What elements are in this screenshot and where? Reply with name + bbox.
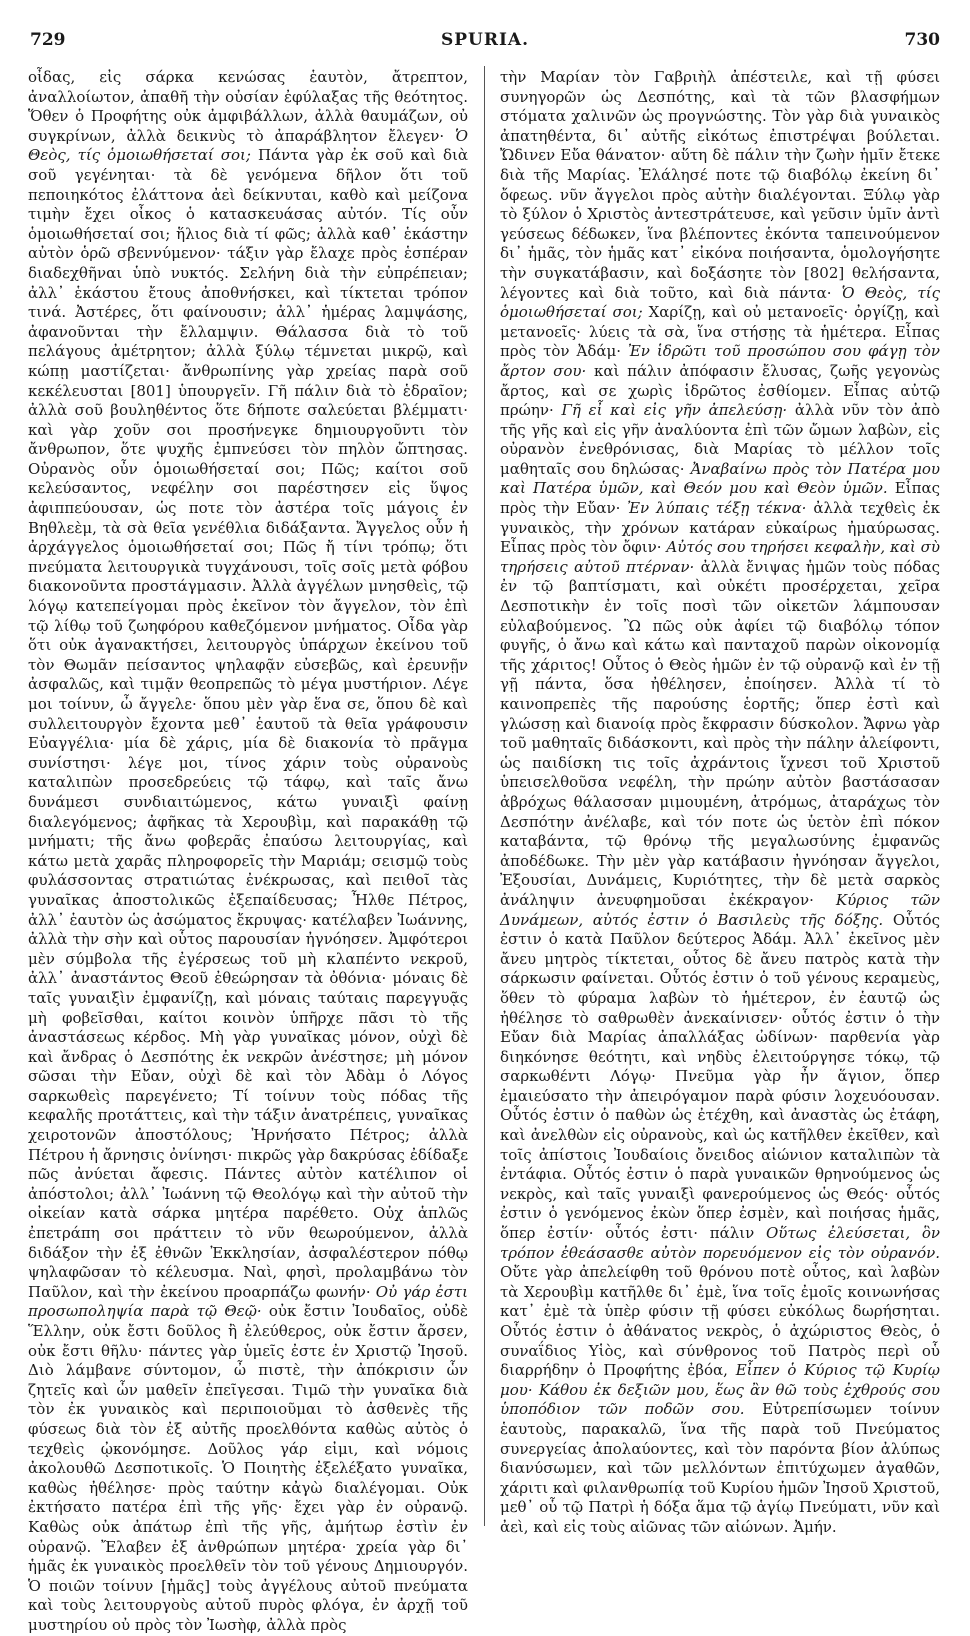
running-title: SPURIA. [440,30,530,50]
text-run: Οὔτε γὰρ ἀπελείφθη τοῦ θρόνου ποτὲ οὗτος, καὶ λαβὼν τὰ Χερουβὶμ κατῆλθε δι᾿ ἐμὲ, ἵνα τοῖς ἐμοῖς κοινωνήσας κατ᾿ ἐμὲ τὰ ὑπὲρ φύσιν τῇ φύσει εὐκόλως δωρήσηται. Οὗτός ἐστιν ὁ ἀθάνατος νεκρὸς, ὁ ἀχώριστος Θεὸς, ὁ συναΐδιος Υἱὸς, καὶ σύνθρονος τοῦ Πατρὸς περὶ οὗ διαρρήδην ὁ Προφήτης ἐβόα, [500,1263,940,1380]
page-number-right: 730 [904,30,940,50]
text-run: οὐκ ἔστιν Ἰουδαῖος, οὐδὲ Ἕλλην, οὐκ ἔστι δοῦλος ἢ ἐλεύθερος, οὐκ ἔστιν ἄρσεν, οὐκ ἔστι θῆλυ· πάντες γὰρ ὑμεῖς ἐστε ἐν Χριστῷ Ἰησοῦ. Διὸ λάμβανε σύντομον, ὦ πιστὲ, τὴν ἀπόκρισιν ὧν ζητεῖς καὶ ὧν μαθεῖν ἐπεῖγεσαι. Τιμῶ τὴν γυναῖκα διὰ τὸν ἐκ γυναικὸς καὶ περιποιοῦμαι τὸ ἀσθενὲς τῆς φύσεως διὰ τὸν ἐξ αὐτῆς προελθόντα καθὼς αὐτὸς ὁ τεχθεὶς ᾠκονόμησε. Δοῦλος γάρ εἰμι, καὶ νόμοις ἀκολουθῶ Δεσποτικοῖς. Ὁ Ποιητὴς ἐξελέξατο γυναῖκα, καθὼς ἠθέλησε· πρὸς ταύτην κἀγὼ διαλέγομαι. Οὐκ ἐκτήσατο πατέρα ἐπὶ τῆς γῆς· ἔχει γὰρ ἐν οὐρανῷ. Καθὼς οὐκ ἀπάτωρ ἐπὶ τῆς γῆς, ἀμήτωρ ἐστὶν ἐν οὐρανῷ. Ἔλαβεν ἐξ ἀνθρώπων μητέρα· χρεία γὰρ δι᾿ ἡμᾶς ἐκ γυναικὸς προελθεῖν τὸν τοῦ γένους Δημιουργόν. Ὁ ποιῶν τοίνυν [ἡμᾶς] τοὺς ἀγγέλους αὐτοῦ πνεύματα καὶ τοὺς λειτουργοὺς αὐτοῦ πυρὸς φλόγα, ἐν ἀρχῇ τοῦ μυστηρίου οὐ πρὸς τὸν Ἰωσὴφ, ἀλλὰ πρὸς [28,1302,468,1634]
text-run: οἶδας, εἰς σάρκα κενώσας ἑαυτὸν, ἄτρεπτον, ἀναλλοίωτον, ἀπαθῆ τὴν οὐσίαν ἐφύλαξας τῆς θεότητος. Ὅθεν ὁ Προφήτης οὐκ ἀμφιβάλλων, ἀλλὰ θαυμάζων, οὐ συγκρίνων, ἀλλὰ δεικνὺς τὸ ἀπαράβλητον ἔλεγεν· [28,68,468,145]
left-column-text [28,68,468,1636]
text-run: ἀλλὰ τεχθεὶς ἐκ γυναικὸς, τὴν χρόνων κατάραν εὐκαίρως ἠμαύρωσας. Εἶπας πρὸς τὸν ὄφιν· [500,499,940,557]
quotation: Ἐν λύπαις τέξῃ τέκνα· [627,499,807,518]
left-column [28,68,468,1634]
quotation: Οὕτως ἐλεύσεται, ὃν τρόπον ἐθεάσασθε αὐτὸν πορευόμενον εἰς τὸν οὐρανόν. [500,1224,940,1262]
page-number-left: 729 [30,30,66,50]
quotation: Ἀναβαίνω πρὸς τὸν Πατέρα μου καὶ Πατέρα ὑμῶν, καὶ Θεόν μου καὶ Θεὸν ὑμῶν. [500,459,940,498]
text-run: ἀλλὰ νῦν τὸν ἀπὸ τῆς γῆς καὶ εἰς γῆν ἀναλύοντα ἐπὶ τῶν ὤμων λαβὼν, εἰς οὐρανὸν ἐνεθρόνισας, διὰ Μαρίας τὸ μέλλον τοῖς μαθηταῖς σου δηλώσας· [500,401,940,478]
text-run: Εὐτρεπίσωμεν τοίνυν ἑαυτοὺς, παρακαλῶ, ἵνα τῆς παρὰ τοῦ Πνεύματος συνεργείας ἀπολαύοντες, καὶ τὸν παρόντα βίον ἀλύπως διανύσωμεν, καὶ τῶν μελλόντων ἐπιτύχωμεν ἀγαθῶν, χάριτι καὶ φιλανθρωπίᾳ τοῦ Κυρίου ἡμῶν Ἰησοῦ Χριστοῦ, μεθ᾿ οὗ τῷ Πατρὶ ἡ δόξα ἅμα τῷ ἁγίῳ Πνεύματι, νῦν καὶ ἀεὶ, καὶ εἰς τοὺς αἰῶνας τῶν αἰώνων. Ἀμήν. [500,1400,940,1536]
quotation: Ὁ Θεὸς, τίς ὁμοιωθήσεταί σοι; [28,126,468,165]
quotation: Οὐ γάρ ἐστι προσωποληψία παρὰ τῷ Θεῷ· [28,1282,468,1321]
text-run: καὶ πάλιν ἀπόφασιν ἔλυσας, ζωῆς γεγονὼς ἄρτος, καὶ σε χωρὶς ἱδρῶτος ἐσθίομεν. Εἶπας αὐτῷ πρώην· [500,361,940,420]
text-run: Οὗτός ἐστιν ὁ κατὰ Παῦλον δεύτερος Ἀδάμ. Ἀλλ᾿ ἐκεῖνος μὲν ἄνευ μητρὸς τίκτεται, οὗτος δὲ ἄνευ πατρὸς κατὰ τὴν σάρκωσιν φαίνεται. Οὗτός ἐστιν ὁ τοῦ γένους κεραμεὺς, ὅθεν τὸ φύραμα λαβὼν τὸ ἡμέτερον, ἐν ἑαυτῷ ὡς ἠθέλησε τὸ σαθρωθὲν ἀνεκαίνισεν· οὗτός ἐστιν ὁ τὴν Εὔαν διὰ Μαρίας ἀπαλλάξας ὠδίνων· παρθενία γὰρ διηκόνησε θεότητι, καὶ νηδὺς ἐλειτούργησε τόκῳ, τῷ σαρκωθέντι Λόγῳ· Πνεῦμα γὰρ ἦν ἅγιον, ὅπερ ἐμαιεύσατο τὴν ἀπειρόγαμον παρὰ φύσιν λοχευόουσαν. Οὗτός ἐστιν ὁ παθὼν ὡς ἐτέχθη, καὶ ἀναστὰς ὡς ἐτάφη, καὶ ἀνελθὼν εἰς οὐρανοὺς, καὶ ὡς κατῆλθεν ἐκεῖθεν, καὶ τοῖς ἀπίστοις Ἰουδαίοις ὄνειδος αἰώνιον καταλιπὼν τὰ ἐντάφια. Οὗτός ἐστιν ὁ παρὰ γυναικῶν θρηνούμενος ὡς νεκρὸς, καὶ ταῖς γυναιξὶ φανερούμενος ὡς Θεός· οὗτός ἐστιν ὁ γενόμενος ἐκὼν ὅπερ ἐσμὲν, καὶ ποιήσας ἡμᾶς, ὅπερ ἐστίν· οὗτός ἐστι· πάλιν [500,910,940,1243]
quotation: Ἐν ἱδρῶτι τοῦ προσώπου σου φάγῃ τὸν ἄρτον σου· [500,342,940,380]
text-run: ἀλλὰ ἔνιψας ἡμῶν τοὺς πόδας ἐν τῷ βαπτίσματι, καὶ οὐκέτι προσέρχεται, χεῖρα Δεσποτικὴν ἐν τοῖς ποσὶ τῶν οἰκετῶν λάμπουσαν εὐλαβούμενος. Ὢ πῶς οὐκ ἀφίει τῷ διαβόλῳ τόπον φυγῆς, ὁ ἄνω καὶ κάτω καὶ πανταχοῦ παρὼν οἰκονομίᾳ τῆς χάριτος! Οὗτος ὁ Θεὸς ἡμῶν ἐν τῷ οὐρανῷ καὶ ἐν τῇ γῇ πάντα, ὅσα ἠθέλησεν, ἐποίησεν. Ἀλλὰ τί τὸ καινοπρεπὲς τῆς παρούσης ἑορτῆς; ὅπερ ἐστὶ καὶ γλώσσῃ καὶ διανοίᾳ πρὸς ἔκφρασιν δύσκολον. Ἄφνω γὰρ τοῦ μαθηταῖς διδάσκοντι, καὶ πρὸς τὴν πάλην ἀλείφοντι, ὡς παιδίσκη τις τοῖς ἀχράντοις ἴχνεσι τοῦ Χριστοῦ ὑπεισελθοῦσα νεφέλη, τὴν πρώην αὐτὸν βαστάσασαν ἀβρόχως θάλασσαν μιμουμένη, ἀτρόμως, ἀταράχως τὸν Δεσπότην ἀνέλαβε, καὶ τόν ποτε ὡς ὑετὸν ἐπὶ πόκον καταβάντα, τῷ θρόνῳ τῆς μεγαλωσύνης ἐμφανῶς ἀποδέδωκε. Τὴν μὲν γὰρ κατάβασιν ἠγνόησαν ἄγγελοι, Ἐξουσίαι, Δυνάμεις, Κυριότητες, τὴν δὲ μετὰ σαρκὸς ἀνάληψιν ἀνευφημοῦσαι ἐκέκραγον· [500,557,940,909]
text-run: Πάντα γὰρ ἐκ σοῦ καὶ διὰ σοῦ γεγένηται· τὰ δὲ γενόμενα δῆλον ὅτι τοῦ πεποιηκότος ἐλάττονα ἀεὶ δείκνυται, καθὸ καὶ μείζονα τιμὴν ἔχει οἶκος ὁ κατασκευάσας αὐτόν. Τίς οὖν ὁμοιωθήσεταί σοι; ἥλιος διὰ τί φῶς; ἀλλὰ καθ᾿ ἑκάστην αὐτὸν ὁρῶ σβεννύμενον· τάξιν γὰρ ἔλαχε πρὸς ἑσπέραν διαδεχθῆναι ὑπὸ νυκτός. Σελήνη διὰ τὴν εὐπρέπειαν; ἀλλ᾿ ἑκάστου ἔτους ἀποθνήσκει, καὶ τίκτεται τρόπον τινά. Ἀστέρες, ὅτι φαίνουσιν; ἀλλ᾿ ἡμέρας λαμψάσης, ἀφανοῦνται τὴν ἔλλαμψιν. Θάλασσα διὰ τὸ τοῦ πελάγους ἀμέτρητον; ἀλλὰ ξύλῳ τέμνεται μικρῷ, καὶ κώπῃ μαστίζεται· ἄνθρωπίνης γὰρ χρείας παρὰ σοῦ κεκέλευσται [801] ὑπουργεῖν. Γῆ πάλιν διὰ τὸ ἑδραῖον; ἀλλὰ σοῦ βουληθέντος ὅτε δήποτε σαλεύεται βλέμματι· καὶ γὰρ χοῦν σοι προσήνεγκε δημιουργοῦντι τὸν ἄνθρωπον, ὅτε ψυχῆς ἐμπνεύσει τὸν πηλὸν ὤπτησας. Οὐρανὸς οὖν ὁμοιωθήσεταί σοι; Πῶς; καίτοι σοῦ κελεύσαντος, νεφέλην σοι παρέστησεν εἰς ὕψος ἀφιππεύουσαν, ὡς ποτε τὸν ἀστέρα τοῖς μάγοις ἐν Βηθλεὲμ, τὰ σὰ θεῖα γενέθλια διδάξαντα. Ἄγγελος οὖν ἡ ἀρχάγγελος ὁμοιωθήσεταί σοι; Πῶς ἤ τίνι τρόπῳ; ὅτι πνεύματα λειτουργικὰ τυγχάνουσι, τοῖς σοῖς μετὰ φόβου διακονοῦντα προστάγμασιν. Ἀλλὰ ἀγγέλων μνησθεὶς, τῷ λόγῳ κατεπείγομαι πρὸς ἐκεῖνον τὸν ἄγγελον, τὸν ἐπὶ τῷ λίθῳ τοῦ ζωηφόρου καθεζόμενον μνήματος. Οἶδα γὰρ ὅτι οὐκ ἀγανακτήσει, λειτουργὸς ὑπάρχων ἐκείνου τοῦ τὸν Θωμᾶν πείσαντος ψηλαφᾷν εὐσεβῶς, καὶ ἐρευνῇν ἀσφαλῶς, καὶ τιμᾷν θεοπρεπῶς τὸ μέγα μυστήριον. Λέγε μοι τοίνυν, ὦ ἄγγελε· ὅπου μὲν γὰρ ἕνα σε, ὅπου δὲ καὶ συλλειτουργὸν ἔχοντα μεθ᾿ ἑαυτοῦ τὰ θεῖα γράφουσιν Εὐαγγέλια· μία δὲ χάρις, μία δὲ διακονία τὸ πρᾶγμα συνίστησι· λέγε μοι, τίνος χάριν τοὺς οὐρανοὺς καταλιπὼν προσεδρεύεις τῷ τάφῳ, καὶ ταῖς ἄνω δυνάμεσι συνδιαιτώμενος, κάτω γυναιξὶ φαίνῃ διαλεγόμενος; ἀφῆκας τὰ Χερουβὶμ, καὶ παρακάθῃ τῷ μνήματι; τῆς ἄνω φοβερᾶς ἐπαύσω λειτουργίας, καὶ κάτω μετὰ χαρᾶς πληροφορεῖς τὴν Μαριάμ; σεισμῷ τοὺς φυλάσσοντας στρατιώτας ἐνέκρωσας, καὶ πειθοῖ τὰς γυναῖκας ἀποστολικῶς ἐξεπαίδευσας; Ἦλθε Πέτρος, ἀλλ᾿ ἑαυτὸν ὡς ἀσώματος ἔκρυψας· κατέλαβεν Ἰωάννης, ἀλλὰ τὴν σὴν καὶ οὗτος παρουσίαν ἠγνόησεν. Ἀμφότεροι μὲν σύμβολα τῆς ἐγέρσεως τοῦ μὴ κλαπέντο νεκροῦ, ἀλλ᾿ ἀναστάντος Θεοῦ ἐθεώρησαν τὰ ὀθόνια· μόναις δὲ ταῖς γυναιξὶν ἐμφανίζῃ, καὶ μόναις ταύταις παρεγγυᾷς μὴ φοβεῖσθαι, καίτοι κοινὸν ὑπῆρχε πᾶσι τὸ τῆς ἀναστάσεως κέρδος. Μὴ γὰρ γυναῖκας μόνον, οὐχὶ δὲ καὶ ἄνδρας ὁ Δεσπότης ἐκ νεκρῶν ἀνέστησε; μὴ μόνον σῶσαι τὴν Εὔαν, οὐχὶ δὲ καὶ τὸν Ἀδὰμ ὁ Λόγος σαρκωθεὶς παρεγένετο; Τί τοίνυν τοὺς πόδας τῆς κεφαλῆς προτάττεις, καὶ τὴν τάξιν ἀνατρέπεις, γυναῖκας χειροτονῶν ἀποστόλους; Ἠρνήσατο Πέτρος; ἀλλὰ Πέτρου ἡ ἄρνησις ὀνίνησι· πικρῶς γὰρ δακρύσας ἐδίδαξε πῶς ἀνύεται ἄφεσις. Πάντες αὐτὸν κατέλιπον οἱ ἀπόστολοι; ἀλλ᾿ Ἰωάννη τῷ Θεολόγῳ καὶ τὴν αὐτοῦ τὴν οἰκείαν κατὰ σάρκα μητέρα παρέθετο. Οὐχ ἁπλῶς ἐπετράπη σοι πράττειν τὸ νῦν θεωρούμενον, ἀλλὰ διδάξον τὴν ἐξ ἐθνῶν Ἐκκλησίαν, ἀσφαλέστερον πόθῳ ψηλαφῶσαν τὸ κέλευσμα. Ναὶ, φησὶ, προλαμβάνω τὸν Παῦλον, καὶ τὴν ἐκείνου προαρπάζω φωνήν· [28,146,468,1301]
quotation: Ὁ Θεὸς, τίς ὁμοιωθήσεταί σοι; [500,283,940,322]
right-column-text [500,68,940,1538]
text-run: Χαρίζῃ, καὶ οὐ μετανοεῖς· ὀργίζῃ, καὶ μετανοεῖς· λύεις τὰ σὰ, ἵνα στήσῃς τὰ ἡμέτερα. Εἶπας πρὸς τὸν Ἀδάμ· [500,303,940,361]
text-run: Εἶπας πρὸς τὴν Εὔαν· [500,479,940,518]
right-column [500,68,940,1536]
quotation: Γῆ εἶ καὶ εἰς γῆν ἀπελεύσῃ· [561,401,788,420]
quotation: Εἶπεν ὁ Κύριος τῷ Κυρίῳ μου· Κάθου ἐκ δεξιῶν μου, ἕως ἂν θῶ τοὺς ἐχθρούς σου ὑποπόδιον τῶν ποδῶν σου. [500,1361,940,1419]
column-divider [484,66,485,1526]
text-run: τὴν Μαρίαν τὸν Γαβριὴλ ἀπέστειλε, καὶ τῇ φύσει συνηγορῶν ὡς Δεσπότης, καὶ τὰ τῶν βλασφήμων στόματα χαλινῶν ὡς προγνώστης. Τὸν γὰρ διὰ γυναικὸς ἀπατηθέντα, δι᾿ αὐτῆς εἰκότως ἐπιστρέψαι βούλεται. Ὤδινεν Εὔα θάνατον· αὕτη δὲ πάλιν τὴν ζωὴν ἡμῖν ἔτεκε διὰ τῆς Μαρίας. Ἐλάλησέ ποτε τῷ διαβόλῳ ἐκείνη δι᾿ ὄφεως. νῦν ἄγγελοι πρὸς αὐτὴν διαλέγονται. Ξύλῳ γὰρ τὸ ξύλον ὁ Χριστὸς ἀντεστράτευσε, καὶ γεῦσιν ὑμῖν ἀντὶ γεύσεως δέδωκεν, ἵνα βλέποντες ἑκόντα ταπεινούμενον δι᾿ ἡμᾶς, τὸν ἡμᾶς κατ᾿ εἰκόνα ποιήσαντα, ὁμολογήσητε τὴν συγκατάβασιν, καὶ δοξάσητε τὸν [802] θελήσαντα, λέγοντες καὶ διὰ τοῦτο, καὶ διὰ πάντα· [500,68,940,302]
quotation: Αὐτός σου τηρήσει κεφαλὴν, καὶ σὺ τηρήσεις αὐτοῦ πτέρναν· [500,538,940,576]
quotation: Κύριος τῶν Δυνάμεων, αὐτός ἐστιν ὁ Βασιλεὺς τῆς δόξης. [500,890,940,929]
page-header [30,30,940,56]
